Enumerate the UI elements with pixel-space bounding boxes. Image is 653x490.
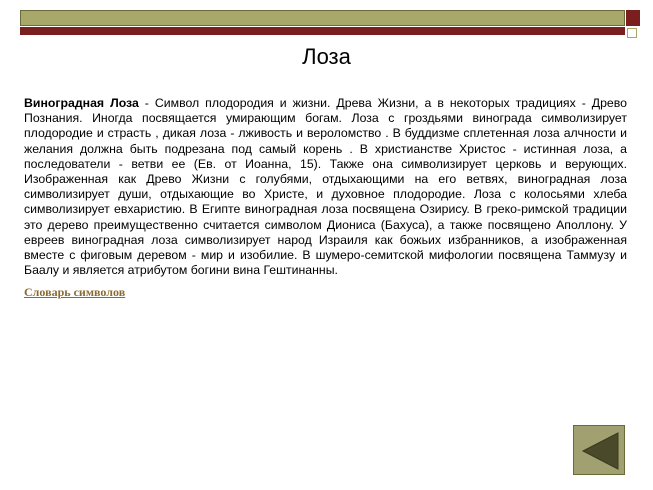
article-text: [24, 96, 627, 278]
article-body: - Символ плодородия и жизни. Древа Жизни, а в некоторых традициях - Древо Познания. Иногда посвящается умирающим богам. Лоза с гроздьями винограда символизирует плодородие и страсть , дикая лоза - лживость и вероломство . В буддизме сплетенная лоза алчности и желания должна быть подрезана под самый корень . В христианстве Христос - истинная лоза, а последователи - ветви ее (Ев. от Иоанна, 15). Также она символизирует церковь и верующих. Изображенная как Древо Жизни с голубями, отдыхающими на его ветвях, виноградная лоза символизирует души, отдыхающие во Христе, и духовное плодородие. Лоза с колосьями хлеба символизирует евхаристию. В Египте виноградная лоза посвящена Озирису. В греко-римской традиции это дерево преимущественно считается символом Диониса (Бахуса), а также посвящено Аполлону. У евреев виноградная лоза символизирует народ Израиля как божьих избранников, а изображенная вместе с фиговым деревом - мир и изобилие. В шумеро-семитской мифологии посвящена Таммузу и Баалу и является атрибутом богини вина Гештинанны.: [24, 96, 628, 278]
article-term: Виноградная Лоза: [24, 96, 139, 110]
corner-square: [626, 10, 640, 26]
header-stripe: [20, 27, 625, 35]
triangle-left-icon: [574, 426, 626, 476]
header-bar: [20, 10, 625, 26]
dictionary-link[interactable]: Словарь символов: [24, 285, 126, 299]
back-button[interactable]: [573, 425, 625, 475]
page-title: Лоза: [302, 44, 351, 69]
corner-box: [627, 28, 637, 38]
